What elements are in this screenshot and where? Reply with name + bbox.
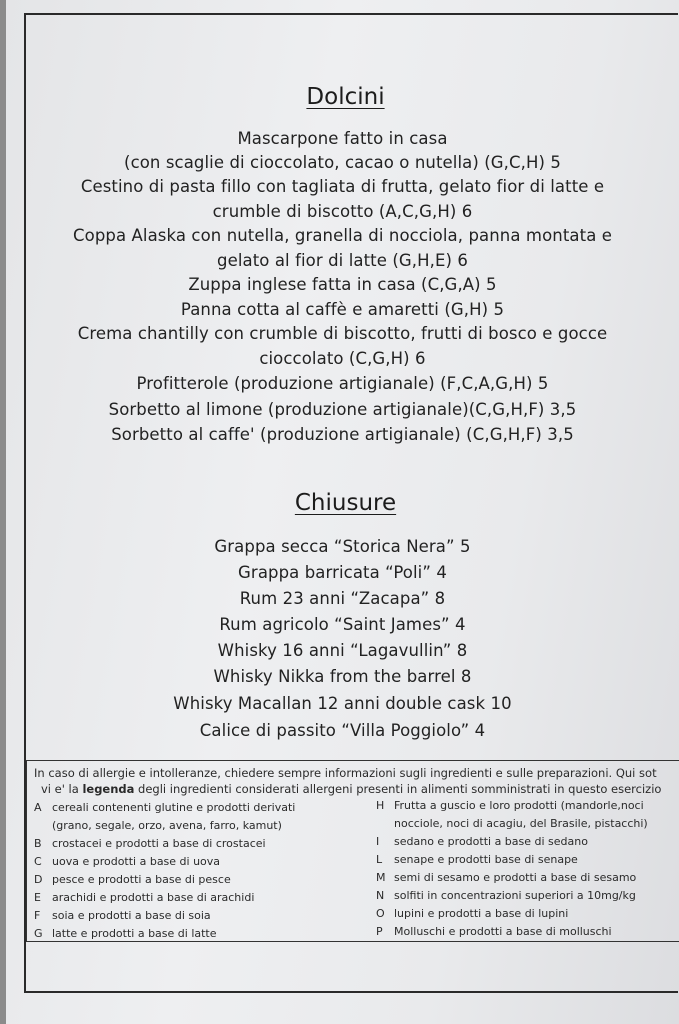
dolcini-line: Cestino di pasta fillo con tagliata di frutta, gelato fior di latte e: [80, 177, 605, 196]
allergen-item: B crostacei e prodotti a base di crostacei: [34, 837, 266, 850]
dolcini-line: Zuppa inglese fatta in casa (C,G,A) 5: [188, 275, 497, 294]
dolcini-line: Profitterole (produzione artigianale) (F,C,A,G,H) 5: [136, 374, 549, 393]
dolcini-line: Sorbetto al limone (produzione artigianale)(C,G,H,F) 3,5: [108, 400, 577, 419]
allergen-item: E arachidi e prodotti a base di arachidi: [34, 891, 255, 904]
chiusure-line: Rum 23 anni “Zacapa” 8: [239, 589, 446, 608]
dolcini-line: (con scaglie di cioccolato, cacao o nutella) (G,C,H) 5: [124, 153, 561, 172]
chiusure-line: Calice di passito “Villa Poggiolo” 4: [199, 721, 486, 740]
allergen-item: (grano, segale, orzo, avena, farro, kamut): [52, 819, 282, 832]
allergen-item: G latte e prodotti a base di latte: [34, 927, 217, 940]
chiusure-line: Whisky 16 anni “Lagavullin” 8: [217, 641, 468, 660]
legend-intro-line-2: vi e' la legenda degli ingredienti considerati allergeni presenti in alimenti somministrati in questo esercizio: [41, 782, 662, 796]
dolcini-line: Crema chantilly con crumble di biscotto, frutti di bosco e gocce: [77, 324, 608, 343]
dolcini-line: Sorbetto al caffe' (produzione artigianale) (C,G,H,F) 3,5: [111, 425, 574, 444]
allergen-item: N solfiti in concentrazioni superiori a 10mg/kg: [376, 889, 636, 902]
allergen-item: C uova e prodotti a base di uova: [34, 855, 221, 868]
chiusure-title: Chiusure: [294, 490, 397, 516]
allergen-legend: [26, 760, 679, 942]
legend-intro-line-1: In caso di allergie e intolleranze, chiedere sempre informazioni sugli ingredienti e sulle preparazioni. Qui sot: [34, 766, 657, 780]
dolcini-line: cioccolato (C,G,H) 6: [259, 349, 426, 368]
menu-sheet: [6, 0, 679, 1024]
allergen-item: I sedano e prodotti a base di sedano: [376, 835, 588, 848]
chiusure-line: Grappa barricata “Poli” 4: [238, 563, 447, 582]
legend-keyword: legenda: [82, 782, 135, 796]
dolcini-line: Panna cotta al caffè e amaretti (G,H) 5: [180, 300, 505, 319]
chiusure-line: Whisky Macallan 12 anni double cask 10: [173, 694, 512, 713]
allergen-item: O lupini e prodotti a base di lupini: [376, 907, 569, 920]
allergen-item: M semi di sesamo e prodotti a base di sesamo: [376, 871, 637, 884]
chiusure-line: Grappa secca “Storica Nera” 5: [214, 537, 471, 556]
allergen-item: H Frutta a guscio e loro prodotti (mandorle,noci: [376, 799, 644, 812]
allergen-item: P Molluschi e prodotti a base di molluschi: [376, 925, 612, 938]
allergen-item: A cereali contenenti glutine e prodotti derivati: [34, 801, 296, 814]
allergen-item: D pesce e prodotti a base di pesce: [34, 873, 231, 886]
dolcini-line: Mascarpone fatto in casa: [237, 129, 448, 148]
allergen-item: L senape e prodotti base di senape: [376, 853, 578, 866]
dolcini-line: crumble di biscotto (A,C,G,H) 6: [212, 202, 473, 221]
dolcini-line: gelato al fior di latte (G,H,E) 6: [217, 251, 468, 270]
allergen-item: F soia e prodotti a base di soia: [34, 909, 211, 922]
allergen-item: nocciole, noci di acagiu, del Brasile, pistacchi): [394, 817, 648, 830]
chiusure-line: Whisky Nikka from the barrel 8: [213, 667, 472, 686]
chiusure-line: Rum agricolo “Saint James” 4: [219, 615, 466, 634]
dolcini-line: Coppa Alaska con nutella, granella di nocciola, panna montata e: [73, 226, 612, 245]
dolcini-title: Dolcini: [306, 84, 385, 110]
